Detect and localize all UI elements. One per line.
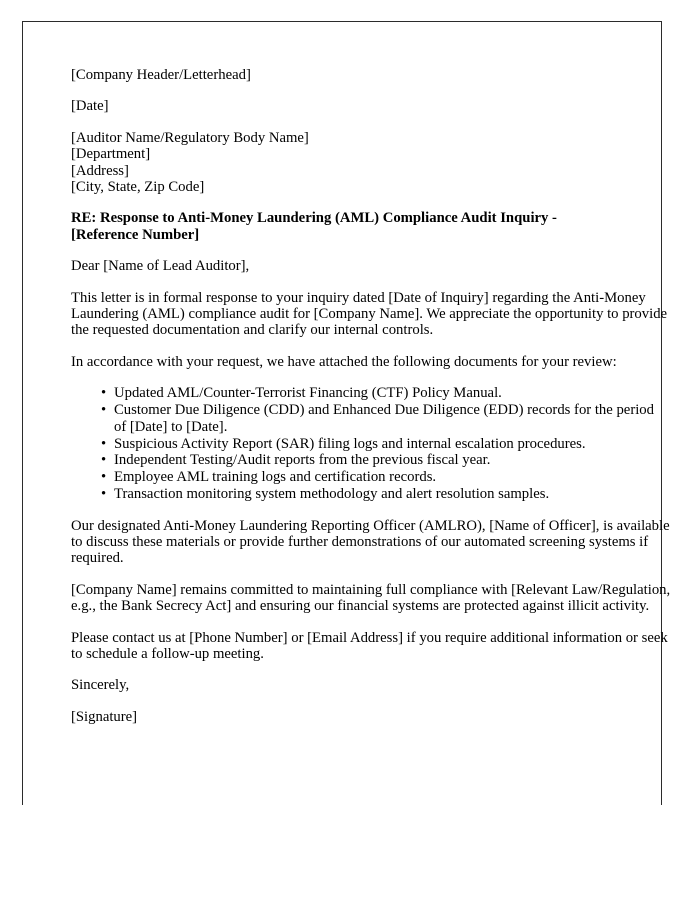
paragraph-commitment: [Company Name] remains committed to maintaining full compliance with [Relevant Law/Regulation, e.g., the Bank Secrecy Act] and ensuring our financial systems are protected against illicit activity. bbox=[71, 581, 671, 615]
bullet-icon: • bbox=[101, 385, 107, 402]
bullet-icon: • bbox=[101, 452, 107, 469]
date-block bbox=[71, 98, 678, 114]
list-item bbox=[71, 486, 658, 502]
paragraph-contact: Please contact us at [Phone Number] or [Email Address] if you require additional information or seek to schedule a follow-up meeting. bbox=[71, 629, 668, 663]
recipient-address-block bbox=[71, 130, 678, 196]
list-item-text: Customer Due Diligence (CDD) and Enhanced Due Diligence (EDD) records for the period of [Date] to [Date]. bbox=[114, 402, 654, 435]
bullet-icon: • bbox=[101, 486, 107, 503]
list-item bbox=[71, 385, 658, 401]
bullet-icon: • bbox=[101, 435, 107, 452]
list-item bbox=[71, 402, 658, 435]
attachment-list bbox=[71, 385, 658, 502]
list-item-text: Transaction monitoring system methodology and alert resolution samples. bbox=[114, 486, 550, 503]
list-item bbox=[71, 469, 658, 485]
list-item-text: Updated AML/Counter-Terrorist Financing (CTF) Policy Manual. bbox=[114, 385, 502, 402]
signature-placeholder: [Signature] bbox=[71, 708, 138, 725]
bullet-icon: • bbox=[101, 469, 107, 486]
list-item-text: Independent Testing/Audit reports from the previous fiscal year. bbox=[114, 452, 491, 469]
recipient-name: [Auditor Name/Regulatory Body Name] bbox=[71, 129, 309, 146]
letterhead-block bbox=[71, 67, 678, 83]
valediction: Sincerely, bbox=[71, 677, 130, 694]
document-page bbox=[22, 21, 671, 805]
letterhead-text: [Company Header/Letterhead] bbox=[71, 67, 251, 83]
paragraph-attachments-intro: In accordance with your request, we have attached the following documents for your review: bbox=[71, 353, 617, 370]
recipient-address: [Address] bbox=[71, 162, 129, 179]
bullet-icon: • bbox=[101, 402, 107, 419]
paragraph-amlro: Our designated Anti-Money Laundering Reporting Officer (AMLRO), [Name of Officer], is available to discuss these materials or provide further demonstrations of our automated screening systems if required. bbox=[71, 517, 670, 567]
recipient-city-state-zip: [City, State, Zip Code] bbox=[71, 179, 205, 196]
salutation: Dear [Name of Lead Auditor], bbox=[71, 258, 250, 275]
paragraph-intro: This letter is in formal response to your inquiry dated [Date of Inquiry] regarding the Anti-Money Laundering (AML) compliance audit for [Company Name]. We appreciate the opportunity to provide the requested documentation and clarify our internal controls. bbox=[71, 289, 668, 339]
list-item-text: Suspicious Activity Report (SAR) filing logs and internal escalation procedures. bbox=[114, 435, 586, 452]
recipient-department: [Department] bbox=[71, 146, 151, 163]
list-item-text: Employee AML training logs and certification records. bbox=[114, 469, 437, 486]
list-item bbox=[71, 436, 658, 452]
subject-line: RE: Response to Anti-Money Laundering (AML) Compliance Audit Inquiry - [Reference Number] bbox=[71, 210, 557, 243]
date-text: [Date] bbox=[71, 98, 109, 115]
letter-content bbox=[71, 67, 678, 740]
list-item bbox=[71, 452, 658, 468]
